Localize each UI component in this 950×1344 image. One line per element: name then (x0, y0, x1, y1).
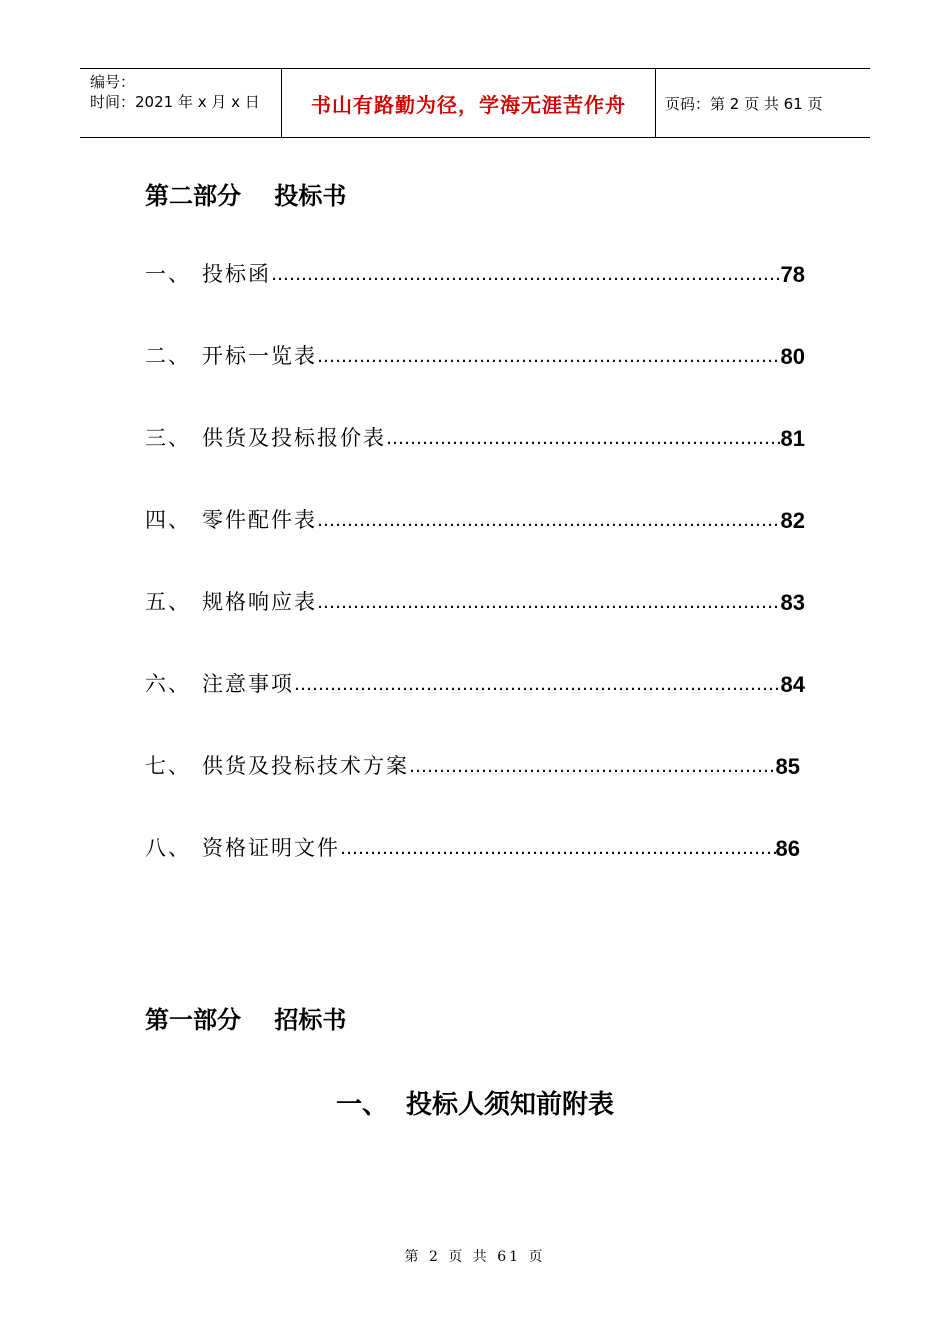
chapter-heading: 一、 投标人须知前附表 (335, 1090, 615, 1120)
page-footer: 第 2 页 共 61 页 (404, 1249, 546, 1265)
toc-item-title: 规格响应表 (202, 590, 317, 614)
toc-item-page: 80 (780, 344, 805, 369)
toc-item-title: 供货及投标技术方案 (202, 754, 409, 778)
toc-item-2[interactable] (145, 340, 805, 370)
toc-item-page: 78 (780, 262, 805, 287)
toc-item-page: 82 (780, 508, 805, 533)
header-time-label: 时间：2021 年 x 月 x 日 (90, 93, 260, 111)
toc-leader-dots (317, 510, 781, 534)
toc-item-page: 84 (780, 672, 805, 697)
toc-leader-dots (409, 756, 776, 780)
toc-leader-dots (386, 428, 781, 452)
part2-title: 第二部分 投标书 (145, 182, 347, 210)
toc-item-number: 一、 (145, 262, 191, 286)
header-page-info: 页码：第 2 页 共 61 页 (665, 94, 823, 113)
toc-item-number: 八、 (145, 836, 191, 860)
toc-item-number: 六、 (145, 672, 191, 696)
header-slogan: 书山有路勤为径，学海无涯苦作舟 (282, 69, 656, 137)
toc-item-number: 七、 (145, 754, 191, 778)
header-meta (80, 69, 282, 137)
toc-leader-dots (317, 346, 781, 370)
toc-item-page: 85 (775, 754, 800, 779)
toc-item-number: 二、 (145, 344, 191, 368)
part1-title: 第一部分 招标书 (145, 1006, 347, 1034)
page-header (80, 68, 870, 138)
toc-item-4[interactable] (145, 504, 805, 534)
toc-item-title: 零件配件表 (202, 508, 317, 532)
toc-item-page: 83 (780, 590, 805, 615)
toc-item-number: 四、 (145, 508, 191, 532)
toc-item-8[interactable] (145, 832, 800, 862)
toc-item-title: 注意事项 (202, 672, 294, 696)
header-number-label: 编号： (90, 73, 136, 91)
toc-item-title: 投标函 (202, 262, 271, 286)
toc-leader-dots (294, 674, 781, 698)
toc-item-1[interactable] (145, 258, 805, 288)
toc-item-6[interactable] (145, 668, 805, 698)
toc-item-title: 开标一览表 (202, 344, 317, 368)
toc-item-number: 五、 (145, 590, 191, 614)
toc-leader-dots (340, 838, 776, 862)
toc-item-page: 81 (780, 426, 805, 451)
toc-item-3[interactable] (145, 422, 805, 452)
toc-item-7[interactable] (145, 750, 800, 780)
toc-leader-dots (271, 264, 781, 288)
toc-item-title: 供货及投标报价表 (202, 426, 386, 450)
toc-item-page: 86 (775, 836, 800, 861)
toc-item-title: 资格证明文件 (202, 836, 340, 860)
toc-item-number: 三、 (145, 426, 191, 450)
toc-item-5[interactable] (145, 586, 805, 616)
toc-leader-dots (317, 592, 781, 616)
